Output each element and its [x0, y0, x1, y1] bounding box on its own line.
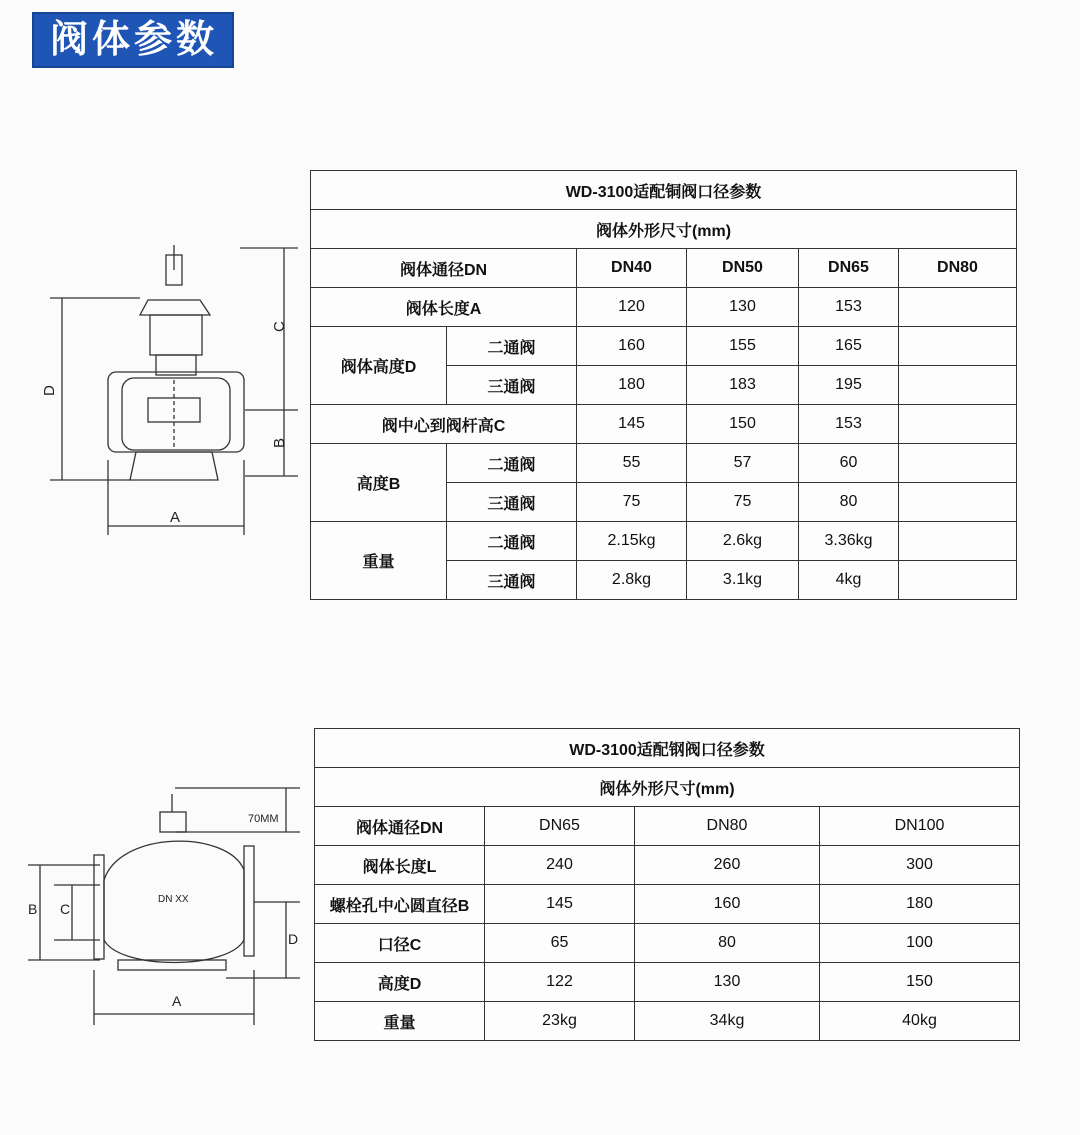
sub-label: 三通阀: [447, 366, 577, 405]
row-label: 高度B: [311, 444, 447, 522]
table-cell: 40kg: [820, 1002, 1020, 1041]
table-cell: 75: [577, 483, 687, 522]
dim-C-label: C: [271, 321, 288, 332]
row-label: 重量: [311, 522, 447, 600]
table-cell: 34kg: [635, 1002, 820, 1041]
table-cell: 57: [687, 444, 799, 483]
dim-D-label: D: [41, 385, 58, 396]
row-label: 口径C: [315, 924, 485, 963]
dim-A-label: A: [172, 993, 182, 1009]
table-cell: 150: [687, 405, 799, 444]
copper-valve-diagram: [0, 180, 310, 560]
col-header: DN65: [799, 249, 899, 288]
col-header: DN40: [577, 249, 687, 288]
table-cell: 23kg: [485, 1002, 635, 1041]
table-cell: [899, 327, 1017, 366]
dim-B-label: B: [271, 437, 288, 448]
sub-label: 二通阀: [447, 444, 577, 483]
table-cell: 2.15kg: [577, 522, 687, 561]
table-cell: 3.1kg: [687, 561, 799, 600]
table-cell: 160: [635, 885, 820, 924]
col-header: DN100: [820, 807, 1020, 846]
table-cell: 2.8kg: [577, 561, 687, 600]
table-cell: 120: [577, 288, 687, 327]
table-cell: 260: [635, 846, 820, 885]
table-cell: 80: [635, 924, 820, 963]
table-cell: 180: [577, 366, 687, 405]
table-cell: 130: [635, 963, 820, 1002]
table-cell: 3.36kg: [799, 522, 899, 561]
table-cell: 155: [687, 327, 799, 366]
dim-D-label: D: [288, 931, 299, 947]
col-header: DN65: [485, 807, 635, 846]
table-cell: [899, 483, 1017, 522]
table-title: WD-3100适配铜阀口径参数: [311, 171, 1017, 210]
table-cell: 60: [799, 444, 899, 483]
table-cell: 160: [577, 327, 687, 366]
table-cell: [899, 561, 1017, 600]
row-label: 阀体长度A: [311, 288, 577, 327]
sub-label: 二通阀: [447, 522, 577, 561]
dim-C-label: C: [60, 901, 71, 917]
table-cell: [899, 405, 1017, 444]
table-cell: 145: [577, 405, 687, 444]
table-cell: [899, 444, 1017, 483]
row-label: 重量: [315, 1002, 485, 1041]
table-title: WD-3100适配钢阀口径参数: [315, 729, 1020, 768]
table-cell: 130: [687, 288, 799, 327]
table-subtitle: 阀体外形尺寸(mm): [311, 210, 1017, 249]
table-cell: 180: [820, 885, 1020, 924]
table-cell: 145: [485, 885, 635, 924]
table-cell: 240: [485, 846, 635, 885]
row-label: 阀中心到阀杆高C: [311, 405, 577, 444]
body-label: DN XX: [158, 894, 189, 905]
table-cell: 150: [820, 963, 1020, 1002]
dim-height-label: 70MM: [248, 813, 279, 825]
table-cell: 153: [799, 288, 899, 327]
table-cell: 4kg: [799, 561, 899, 600]
dim-B-label: B: [28, 901, 38, 917]
table-cell: [899, 288, 1017, 327]
copper-valve-table: [310, 170, 1017, 600]
table-cell: [899, 522, 1017, 561]
table-cell: 122: [485, 963, 635, 1002]
col-header: DN80: [899, 249, 1017, 288]
sub-label: 三通阀: [447, 561, 577, 600]
table-cell: 153: [799, 405, 899, 444]
table-cell: 183: [687, 366, 799, 405]
table-cell: 2.6kg: [687, 522, 799, 561]
col-header: DN80: [635, 807, 820, 846]
table-cell: 300: [820, 846, 1020, 885]
table-cell: 65: [485, 924, 635, 963]
row-label: 阀体长度L: [315, 846, 485, 885]
table-cell: 75: [687, 483, 799, 522]
row-label: 螺栓孔中心圆直径B: [315, 885, 485, 924]
sub-label: 二通阀: [447, 327, 577, 366]
table-cell: 100: [820, 924, 1020, 963]
header-label: 阀体通径DN: [315, 807, 485, 846]
table-cell: 195: [799, 366, 899, 405]
table-subtitle: 阀体外形尺寸(mm): [315, 768, 1020, 807]
col-header: DN50: [687, 249, 799, 288]
steel-valve-table: [314, 728, 1020, 1041]
row-label: 高度D: [315, 963, 485, 1002]
sub-label: 三通阀: [447, 483, 577, 522]
table-cell: 165: [799, 327, 899, 366]
table-cell: 80: [799, 483, 899, 522]
header-label: 阀体通径DN: [311, 249, 577, 288]
table-cell: 55: [577, 444, 687, 483]
table-cell: [899, 366, 1017, 405]
dim-A-label: A: [170, 509, 181, 526]
row-label: 阀体高度D: [311, 327, 447, 405]
steel-valve-diagram: [0, 770, 320, 1030]
page-title: 阀体参数: [32, 12, 234, 68]
